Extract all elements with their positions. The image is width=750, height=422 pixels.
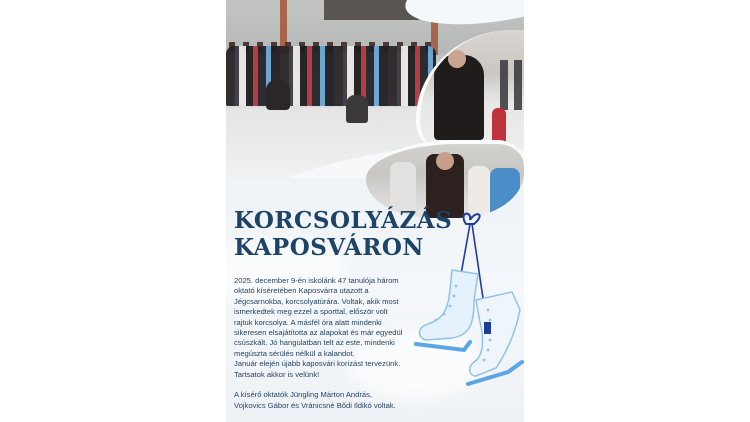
title-line-1: KORCSOLYÁZÁS xyxy=(234,207,453,234)
paragraph-line: Január elején újabb kaposvári korizást tervezünk. xyxy=(234,359,401,369)
article-body xyxy=(234,276,434,411)
paragraph-line: csúszkált. Jó hangulatban telt az este, mindenki xyxy=(234,338,395,348)
credits-line: Vojkovics Gábor és Vránicsné Bődi Ildikó voltak. xyxy=(234,400,396,410)
paragraph-line: Jégcsarnokba, korcsolyatúrára. Voltak, akik most xyxy=(234,296,399,306)
paragraph-line: megúszta sérülés nélkül a kalandot. xyxy=(234,348,355,358)
paragraph-line: Tartsatok akkor is velünk! xyxy=(234,369,320,379)
credits-line: A kísérő oktatók Jüngling Márton András, xyxy=(234,390,373,400)
title-line-2: KAPOSVÁRON xyxy=(234,234,424,261)
ice-skates-icon xyxy=(412,210,524,400)
paragraph-line: rajtuk korcsolya. A másfél óra alatt mindenki xyxy=(234,317,382,327)
paragraph-line: ismerkedtek meg ezzel a sporttal, először volt xyxy=(234,307,388,317)
paragraph-line: 2025. december 9-én iskolánk 47 tanulója három xyxy=(234,276,399,285)
paragraph-line: sikeresen elsajátította az alapokat és már egyedül xyxy=(234,328,403,338)
paragraph-line: oktató kíséretében Kaposvárra utazott a xyxy=(234,286,369,296)
poster xyxy=(226,0,524,422)
